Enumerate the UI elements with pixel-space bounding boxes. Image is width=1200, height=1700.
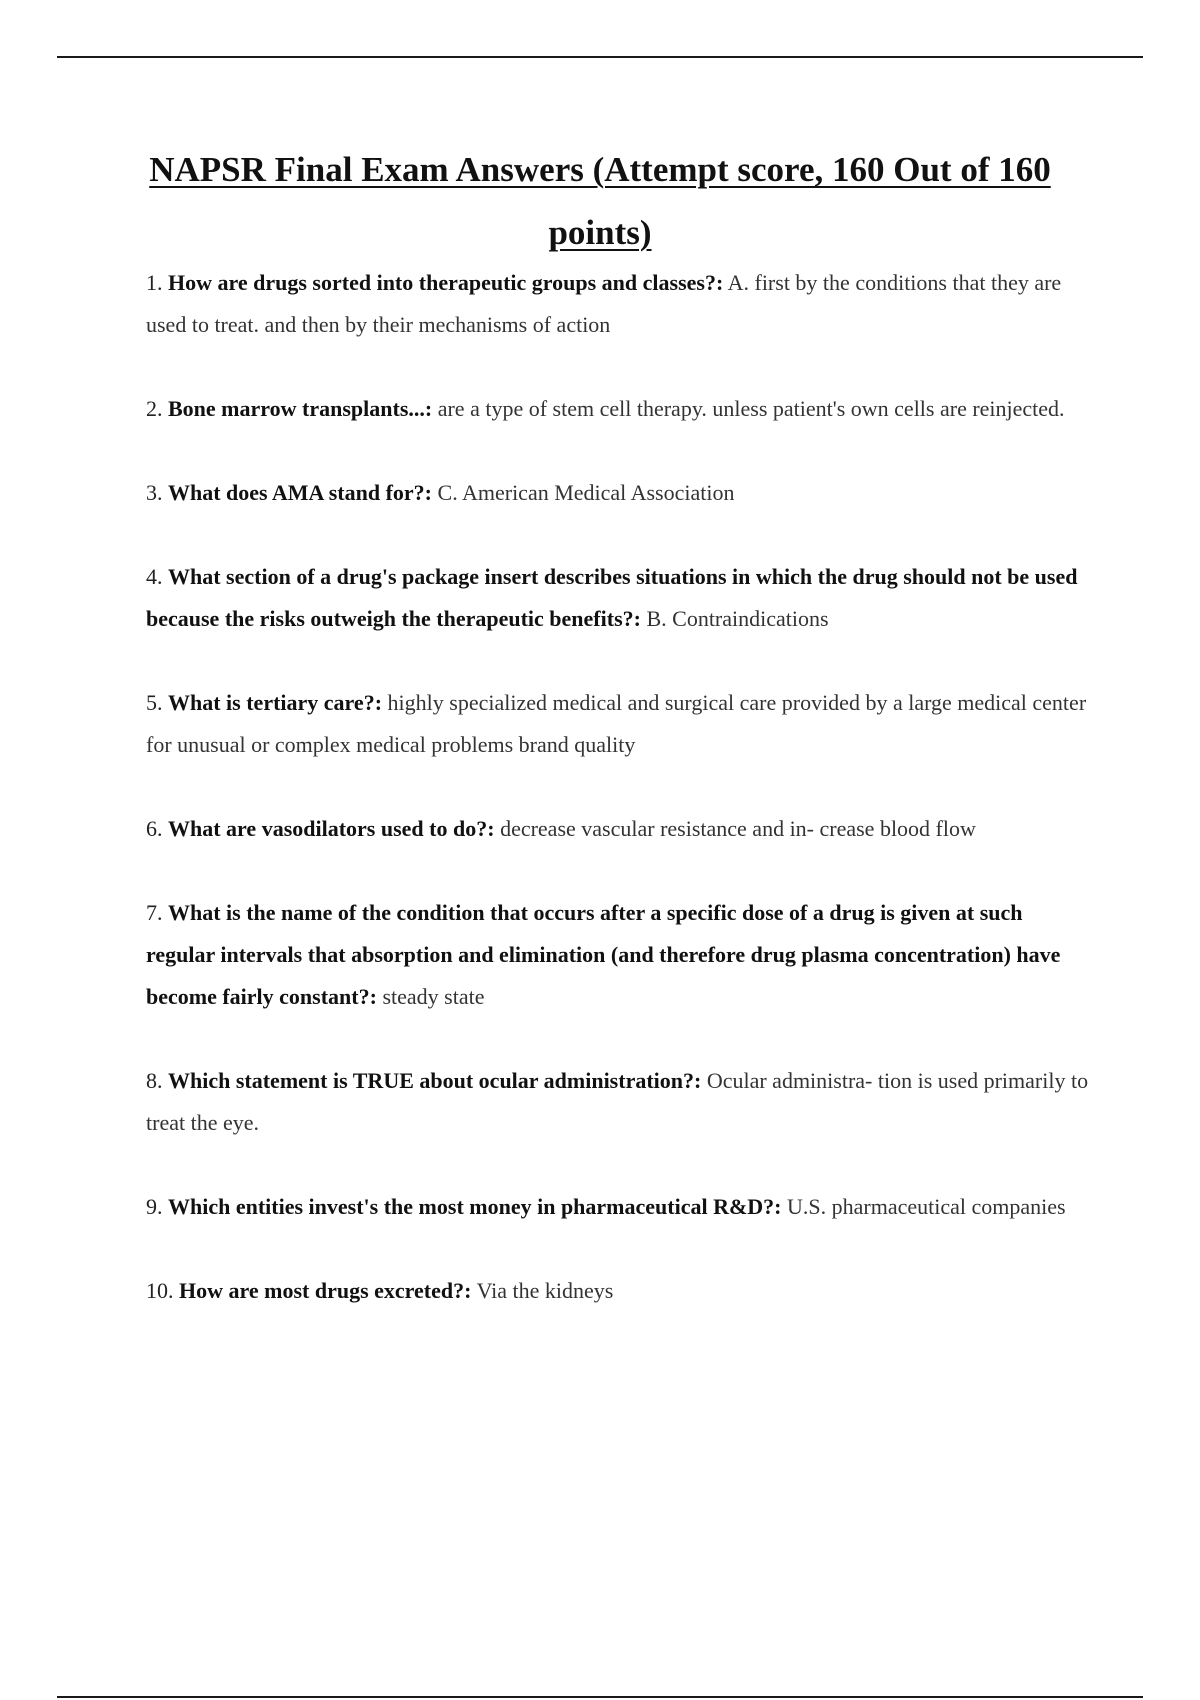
question-text: Which entities invest's the most money in pharmaceutical R&D?: (168, 1194, 782, 1219)
list-item (146, 472, 1096, 514)
list-item (146, 1060, 1096, 1144)
answer-text: steady state (382, 984, 485, 1009)
question-text: What is tertiary care?: (168, 690, 383, 715)
list-item (146, 388, 1096, 430)
list-item (146, 808, 1096, 850)
top-rule (57, 56, 1143, 58)
question-list (146, 262, 1096, 1354)
item-number: 2. (146, 396, 163, 421)
answer-text: C. American Medical Association (437, 480, 735, 505)
item-number: 6. (146, 816, 163, 841)
list-item (146, 892, 1096, 1018)
list-item (146, 1186, 1096, 1228)
item-number: 3. (146, 480, 163, 505)
item-number: 9. (146, 1194, 163, 1219)
answer-text: Via the kidneys (476, 1278, 614, 1303)
list-item (146, 556, 1096, 640)
item-number: 5. (146, 690, 163, 715)
answer-text: are a type of stem cell therapy. unless patient's own cells are reinjected. (437, 396, 1065, 421)
question-text: How are drugs sorted into therapeutic groups and classes?: (168, 270, 724, 295)
question-text: Bone marrow transplants...: (168, 396, 433, 421)
answer-text: B. Contraindications (646, 606, 829, 631)
item-number: 10. (146, 1278, 174, 1303)
question-text: Which statement is TRUE about ocular administration?: (168, 1068, 702, 1093)
list-item (146, 262, 1096, 346)
question-text: What are vasodilators used to do?: (168, 816, 495, 841)
question-text: What is the name of the condition that occurs after a specific dose of a drug is given at such regular intervals that absorption and elimination (and therefore drug plasma concentration) have become fairly constant?: (146, 900, 1061, 1009)
list-item (146, 682, 1096, 766)
page-title: NAPSR Final Exam Answers (Attempt score, 160 Out of 160 points) (149, 150, 1051, 252)
answer-text: decrease vascular resistance and in- crease blood flow (500, 816, 976, 841)
answer-text: U.S. pharmaceutical companies (787, 1194, 1066, 1219)
item-number: 7. (146, 900, 163, 925)
question-text: What does AMA stand for?: (168, 480, 433, 505)
item-number: 8. (146, 1068, 163, 1093)
list-item (146, 1270, 1096, 1312)
bottom-rule (57, 1696, 1143, 1698)
question-text: What section of a drug's package insert describes situations in which the drug should not be used because the risks outweigh the therapeutic benefits?: (146, 564, 1078, 631)
answer-text: highly specialized medical and surgical care provided by a large medical center for unusual or complex medical problems brand quality (146, 690, 1087, 757)
item-number: 1. (146, 270, 163, 295)
answer-text: Ocular administra- tion is used primarily to treat the eye. (146, 1068, 1089, 1135)
answer-text: A. first by the conditions that they are used to treat. and then by their mechanisms of action (146, 270, 1062, 337)
item-number: 4. (146, 564, 163, 589)
question-text: How are most drugs excreted?: (179, 1278, 472, 1303)
